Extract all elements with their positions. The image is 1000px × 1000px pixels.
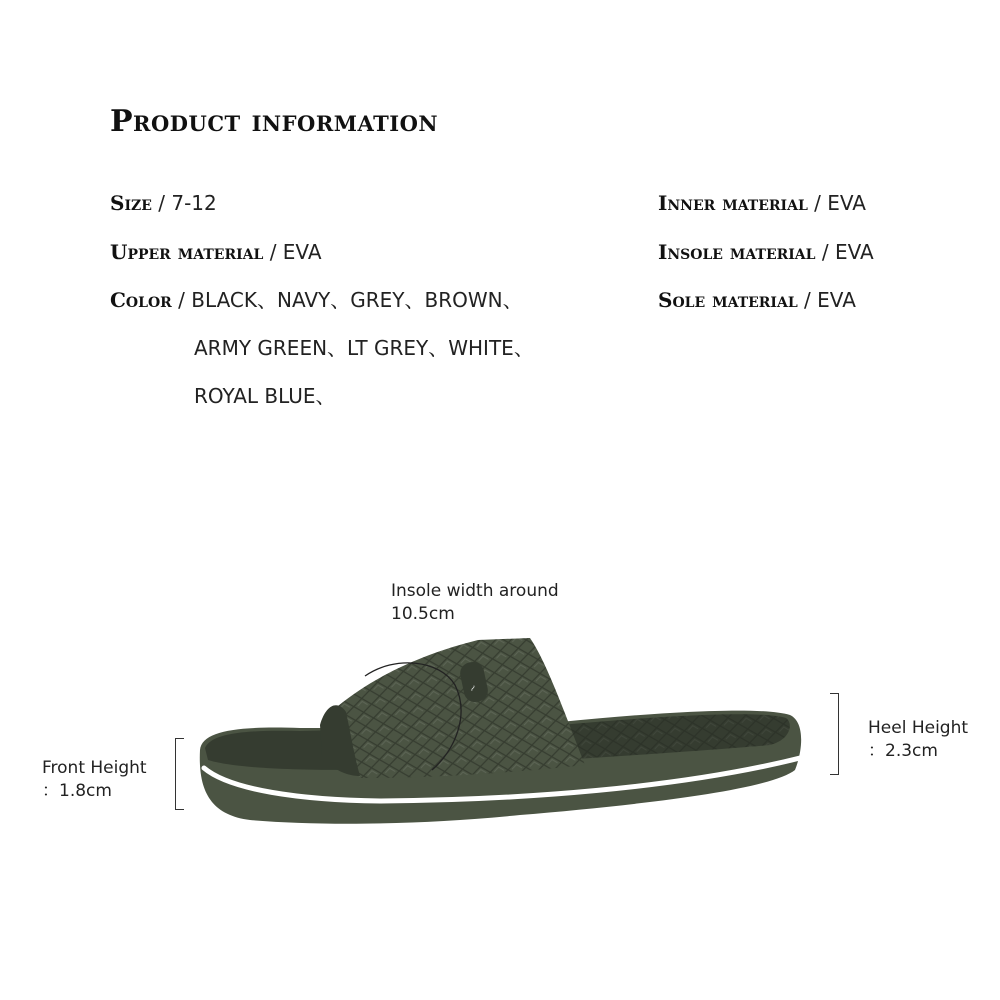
- spec-size-value: 7-12: [171, 191, 217, 215]
- spec-upper-material-separator: /: [263, 240, 283, 264]
- front-height-label: Front Height: [42, 758, 147, 778]
- insole-width-label: Insole width around: [391, 581, 559, 601]
- page-title: Product information: [110, 104, 439, 139]
- spec-upper-material-label: Upper material: [110, 240, 264, 264]
- spec-color-line-1: BLACK、NAVY、GREY、BROWN、: [191, 288, 523, 312]
- spec-sole-material-label: Sole material: [658, 288, 798, 312]
- spec-size-separator: /: [151, 191, 172, 215]
- front-height-value: ：1.8cm: [42, 781, 112, 801]
- spec-inner-material-label: Inner material: [658, 191, 808, 215]
- insole-width-note: [391, 580, 559, 626]
- spec-insole-material-separator: /: [815, 240, 835, 264]
- spec-upper-material-value: EVA: [282, 240, 322, 264]
- spec-color-label: Color: [110, 288, 172, 312]
- spec-sole-material-separator: /: [797, 288, 818, 312]
- front-height-bracket: [175, 738, 184, 810]
- heel-height-note: [868, 717, 968, 763]
- spec-inner-material-value: EVA: [827, 191, 866, 215]
- front-height-note: [42, 757, 147, 803]
- spec-size-label: Size: [110, 191, 152, 215]
- heel-height-label: Heel Height: [868, 718, 969, 738]
- heel-height-value: ：2.3cm: [868, 741, 938, 761]
- insole-width-value: 10.5cm: [391, 604, 455, 624]
- spec-color-separator: /: [171, 288, 192, 312]
- spec-color-line-3: ROYAL BLUE、: [194, 384, 336, 408]
- spec-insole-material-label: Insole material: [658, 240, 816, 264]
- spec-inner-material-separator: /: [807, 191, 828, 215]
- heel-height-bracket: [830, 693, 839, 775]
- spec-sole-material-value: EVA: [817, 288, 856, 312]
- spec-color-line-2: ARMY GREEN、LT GREY、WHITE、: [194, 336, 534, 360]
- slipper-logo-mark: ~: [467, 682, 480, 695]
- spec-insole-material-value: EVA: [834, 240, 874, 264]
